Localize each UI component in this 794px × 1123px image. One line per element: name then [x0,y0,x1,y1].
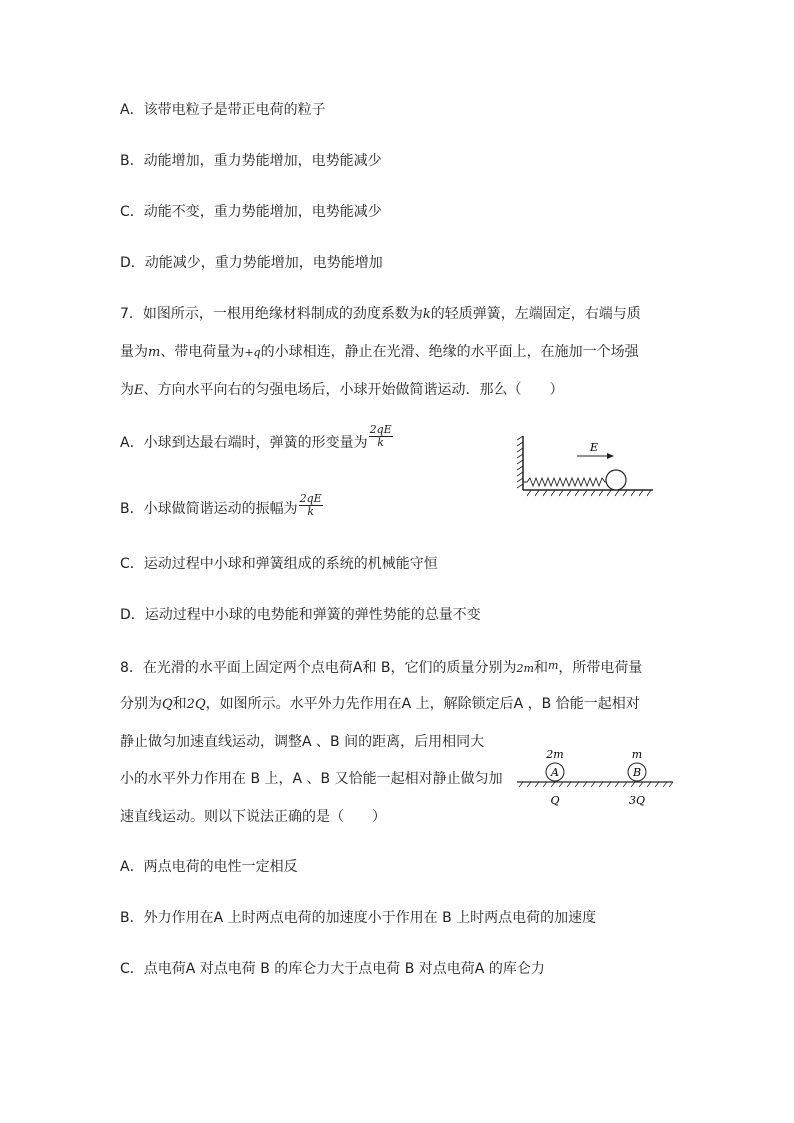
ball [606,470,626,490]
fraction-2qe-over-k [299,493,323,518]
q6-option-d: D．动能减少，重力势能增加，电势能增加 [120,255,383,271]
q8-stem-text: 和 [172,696,187,712]
q8-stem-text: 分别为 [120,696,162,712]
q7-stem-text: 的轻质弹簧，左端固定，右端与质 [430,306,641,322]
q8-option-a: A．两点电荷的电性一定相反 [120,859,298,875]
q7-stem-text: 、带电荷量为 [160,344,245,360]
q7-stem-text: 为 [120,382,134,398]
q8-stem-line-5: 速直线运动。则以下说法正确的是（ ） [120,809,386,825]
fraction-denominator: k [307,504,314,518]
q6-option-b: B．动能增加，重力势能增加，电势能减少 [120,153,382,169]
mass-a-label: 2m [546,748,564,761]
spring-ball-figure [515,432,660,502]
q8-stem-line-4: 小的水平外力作用在 B 上，A 、B 又恰能一起相对静止做匀加 [120,771,503,787]
var-E: E [134,383,144,398]
q8-option-c: C．点电荷A 对点电荷 B 的库仑力大于点电荷 B 对点电荷A 的库仑力 [120,961,545,977]
q6-option-c: C．动能不变，重力势能增加，电势能减少 [120,204,382,220]
var-2Q: 2Q [186,697,206,712]
var-m: m [547,659,559,672]
q7-stem-text: 7．如图所示，一根用绝缘材料制成的劲度系数为 [120,306,423,322]
q8-stem-text: 和 [533,660,548,676]
field-label: E [589,441,599,454]
var-k: k [422,307,431,322]
mass-b-label: m [631,748,643,761]
q7-option-b [120,491,323,519]
charge-b-letter: B [632,766,642,779]
fraction-denominator: k [377,435,384,449]
fraction-numerator: 2qE [299,491,322,505]
var-Q: Q [162,697,173,712]
charge-b-value: 3Q [628,794,646,807]
q8-stem-text: ，如图所示。水平外力先作用在A 上，解除锁定后A ，B 恰能一起相对 [205,696,640,712]
q7-option-d: D．运动过程中小球的电势能和弹簧的弹性势能的总量不变 [120,607,481,623]
var-2m: 2m [516,662,534,675]
q7-stem-line-1 [120,304,641,325]
q7-stem-text: 、方向水平向右的匀强电场后，小球开始做简谐运动．那么（ ） [143,382,564,398]
q8-stem-line-3: 静止做匀加速直线运动，调整A 、B 间的距离，后用相同大 [120,734,485,750]
q7-option-b-text: B．小球做简谐运动的振幅为 [120,501,298,517]
q7-option-a-text: A．小球到达最右端时，弹簧的形变量为 [120,435,368,451]
q7-stem-line-3 [120,380,564,401]
q7-stem-text: 量为 [120,344,148,360]
fraction-2qe-over-k [369,424,393,449]
q8-option-b: B．外力作用在A 上时两点电荷的加速度小于作用在 B 上时两点电荷的加速度 [120,910,597,926]
q8-stem-line-2 [120,694,640,715]
q6-option-a: A．该带电粒子是带正电荷的粒子 [120,102,326,118]
q8-stem-text: 8．在光滑的水平面上固定两个点电荷A和 B，它们的质量分别为 [120,660,517,676]
q8-stem-line-1 [120,656,642,679]
q7-option-c: C．运动过程中小球和弹簧组成的系统的机械能守恒 [120,556,438,572]
var-q: +q [244,346,261,359]
q7-stem-line-2 [120,342,639,363]
q7-stem-text: 的小球相连，静止在光滑、绝缘的水平面上，在施加一个场强 [260,344,639,360]
point-charges-figure [515,742,680,812]
q8-stem-text: ，所带电荷量 [558,660,643,676]
charge-a-letter: A [551,766,559,779]
spring [523,478,608,486]
fraction-numerator: 2qE [369,422,392,436]
q7-option-a [120,422,393,453]
var-m: m [148,345,161,360]
charge-a-value: Q [550,794,560,807]
